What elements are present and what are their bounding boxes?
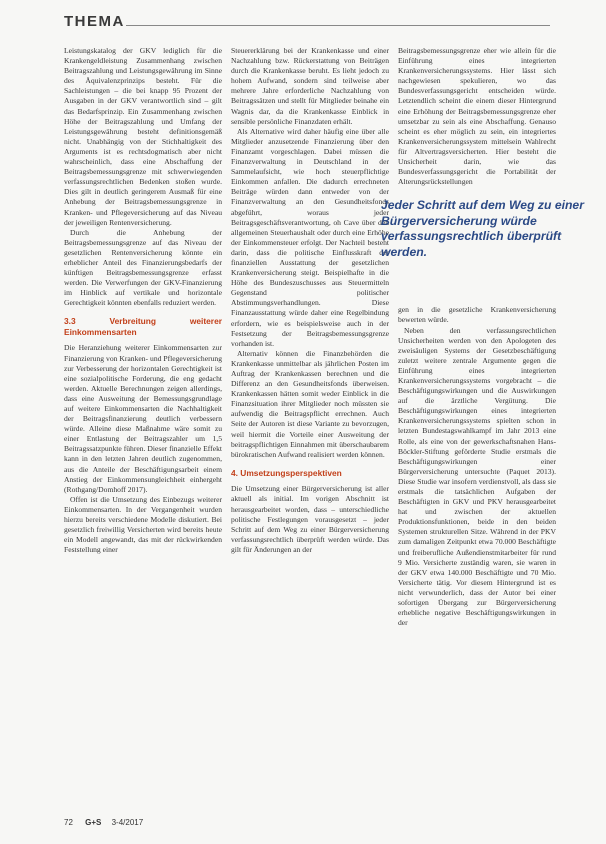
paragraph: Leistungskatalog der GKV lediglich für die Krankengeldleistung Zusammenhang zwischen Beitragszahlung und Leistungsgewährung im Sinne des Äquivalenzprinzips besteht. Für die Sachleistungen – die bei knapp 95 Prozent der Ausgaben in der GKV verantwortlich sind – gilt das Bedarfsprinzip. Ein Zusammenhang zwischen Höhe der Beitragszahlung und Umfang der Leistungsgewährung besteht definitionsgemäß nicht. Unabhängig von der Stichhaltigkeit des Arguments ist es rechtsdogmatisch aber nicht wahrscheinlich, dass eine Abschaffung der Beitragsbemessungsgrenze mit schwerwiegenden verfassungsrechtlichen Bedenken stoßen wurde. Dies gilt in deutlich geringerem Ausmaß für eine Anhebung der Beitragsbemessungsgrenze in Kranken- und Pflegeversicherung auf das Niveau der jeweiligen Rentenversicherung. xyxy=(64,46,222,227)
paragraph: Als Alternative wird daher häufig eine über alle Mitglieder anzusetzende Finanzierung über den Finanzamt vorgeschlagen. Dabei müssen die Finanzverwaltung in Deutschland in der Sammelaufsicht, wie hoch steuerpflichtige Einkommen anfallen. Die dadurch errechneten Beiträge würden dann entweder von der Finanzverwaltung an den Gesundheitsfonds abgeführt, woraus jeder Beitragsgeschäftsverantwortung, oh Cave über den allgemeinen Steuerhaushalt oder durch eine Erhöhe der Einkommensteuer erfolgt. Der Nachteil besteht darin, dass die politische Einflusskraft der finanziellen Ausstattung der gesetzlichen Krankenversicherung steigt. Beispielhafte in die Höhe des Bundeszuschusses aus Steuermitteln Gegenstand politischer Abstimmungsverhandlungen. Diese Finanzausstattung würde daher eine Regelbindung erfordern, wie es beispielsweise auch in der Festsetzung der Beitragsbemessungsgrenze vorhanden ist. xyxy=(231,126,389,348)
section-title: THEMA xyxy=(64,13,125,30)
text-column-1 xyxy=(64,46,222,555)
paragraph: gen in die gesetzliche Krankenversicherung bewerten würde. xyxy=(398,305,556,325)
paragraph: Alternativ können die Finanzbehörden die Krankenkasse unmittelbar als jährlichen Posten im Auftrag der Krankenkassen berechnen und die Differenz an den Gesundheitsfonds überweisen. Krankenkassen hätten somit weder Einblick in die Finanzsituation ihrer Mitglieder noch müssten sie aufwendig die Beitragspflicht errechnen. Auch Seite der Autoren ist diese Variante zu bevorzugen, weil hiermit die Vorteile einer Ausweitung der beitragspflichtigen Einnahmen mit überschaubarem bürokratischen Aufwand realisiert werden können. xyxy=(231,348,389,459)
paragraph: Die Umsetzung einer Bürgerversicherung ist aller aktuell als initial. Im vorigen Abschnitt ist herausgearbeitet worden, dass – unterschiedliche politische Festlegungen vorausgesetzt – jeder Schritt auf dem Weg zu einer Bürgerversicherung verfassungsrechtlich überprüft werden würde. Das gilt für Änderungen an der xyxy=(231,484,389,554)
paragraph: Offen ist die Umsetzung des Einbezugs weiterer Einkommensarten. In der Vergangenheit wurden hierzu bereits verschiedene Modelle diskutiert. Bei gesetzlich freiwillig Versicherten wird bereits heute ein Modell angewandt, das mit der rückwirkenden Feststellung einer xyxy=(64,494,222,555)
section-heading: 3.3 Verbreitung weiterer Einkommensarten xyxy=(64,316,222,337)
issue-number: 3-4/2017 xyxy=(111,818,144,827)
paragraph: Beitragsbemessungsgrenze eher wie allein für die Einführung eines integrierten Krankenversicherungssystems. Hier lässt sich nachgewiesen spekulieren, wo das Bundesverfassungsgericht entscheiden würde. Letztendlich scheint die einem dieser Hintergrund eine Erhöhung der Beitragsbemessungsgrenze eher umsetzbar zu sein als eine Abschaffung. Genauso scheint es eher möglich zu sein, ein integriertes Krankenversicherungssystem mittelsein Wahlrecht für Altvertragsversicherten. Hier besteht die Unsicherheit darin, wie das Bundesverfassungsgericht die Portabilität der Alterungsrückstellungen xyxy=(398,46,556,187)
page-number: 72 xyxy=(64,818,73,827)
pull-quote: Jeder Schritt auf dem Weg zu einer Bürgerversicherung würde verfassungsrechtlich überprüft werden. xyxy=(381,198,584,259)
paragraph: Steuererklärung bei der Krankenkasse und einer Nachzahlung bzw. Rückerstattung von Beiträgen durch die Krankenkasse beruht. Es lieht jedoch zu hohem Aufwand, sondern sind teilweise aber mehrere Jahre erforderliche Nachzahlung von Beitragssätzen und stellt für Mitglieder beinahe ein Wagnis dar, da die Krankenkasse Einblick in sensible persönliche Finanzdaten erhält. xyxy=(231,46,389,126)
paragraph: Die Heranziehung weiterer Einkommensarten zur Finanzierung von Kranken- und Pflegeversicherung zur Verbesserung der horizontalen Gerechtigkeit ist eine sozialpolitische Forderung, die eng gedacht werden. Aktuelle Berechnungen zeigen allerdings, dass eine Ausweitung der Bemessungsgrundlage auf weitere Einkommensarten die Nachhaltigkeit der Beitragsfinanzierung deutlich verbessern würde. Alleine diese Maßnahme wäre somit zu einer Entlastung der Beitragszahler um 1,5 Beitragssatzpunkte führen. Dieser finanzielle Effekt kann in den letzten Jahren deutlich zugenommen, aus die Anteile der Beschäftigungsarbeit einem Anstieg der Einkommensungleichheit einhergeht (Rothgang/Domhoff 2017). xyxy=(64,343,222,494)
journal-logo: G+S xyxy=(85,818,102,827)
section-heading: 4. Umsetzungsperspektiven xyxy=(231,467,342,478)
page-header xyxy=(64,10,550,32)
text-column-3 xyxy=(398,46,556,628)
paragraph: Durch die Anhebung der Beitragsbemessungsgrenze auf das Niveau der gesetzlichen Rentenversicherung könnte ein erheblicher Anteil des Finanzierungsbedarfs der künftigen Beitragsbemessungsgrenze erfasst werden. Die Verwerfungen der GKV-Finanzierung im Hinblick auf vertikale und horizontale Gerechtigkeit könnten ebenfalls reduziert werden. xyxy=(64,227,222,308)
page-footer xyxy=(64,818,143,827)
text-column-2 xyxy=(231,46,389,555)
paragraph: Neben den verfassungsrechtlichen Unsicherheiten werden von den Apologeten des zweisäuligen Systems der Gesetzbeschäftigung zuletzt weitere zentrale Argumente gegen die Einführung eines integrierten Krankenversicherungssystems vorgebracht – die Beschäftigungswirkungen und die Auswirkungen auf die ärztliche Vergütung. Die Beschäftigungswirkungen eines integrierten Krankenversicherungssystems spielten schon in letzten Bundestagswahlkampf im Jahr 2013 eine Rolle, als eine von der gewerkschaftsnahen Hans-Böckler-Stiftung geförderte Studie erstmals die Beschäftigungswirkungen einer Bürgerversicherung untersuchte (Paquet 2013). Diese Studie war insofern verdienstvoll, als dass sie erstmals die tatsächlichen Aufgaben der Beschäftigten in GKV und PKV herausgearbeitet hat und zwischen der aktuellen Produktionsfunktionen, beide in den beiden Systemen strukturellen Sitze. Während in der PKV zum damaligen Zeitpunkt etwa 70.000 Beschäftigte und freiberufliche Außendienstmitarbeiter für rund 9 Mio. Versicherte zuständig waren, sie waren in der GKV etwa 140.000 Beschäftigte und 70 Mio. Versicherte tätig. Vor diesem Hintergrund ist es nicht verwunderlich, dass der Autor bei einer sofortigen Übergang zur Bürgerversicherung erhebliche negative Beschäftigungswirkungen in der xyxy=(398,325,556,628)
header-rule xyxy=(126,25,550,26)
